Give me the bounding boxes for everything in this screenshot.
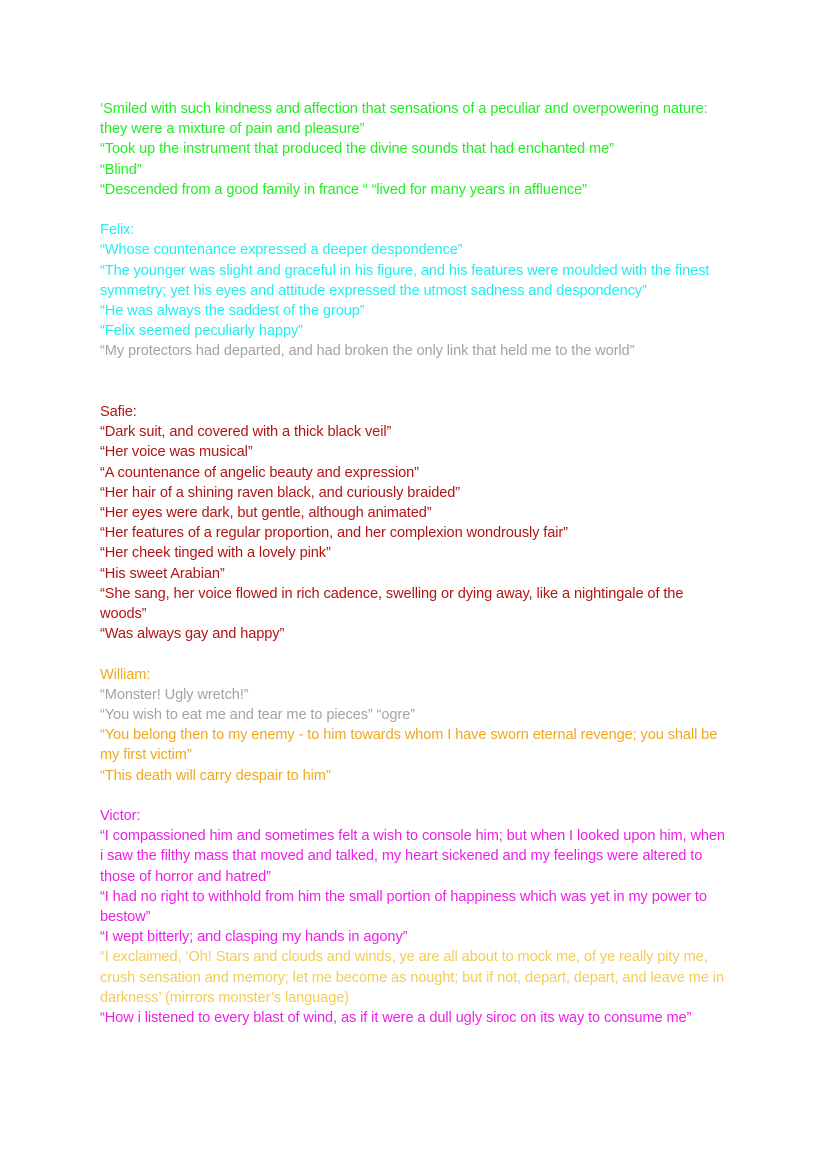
blank-line	[100, 644, 730, 664]
blank-line	[100, 382, 730, 402]
quote-line: “I compassioned him and sometimes felt a wish to console him; but when I looked upon him, when i saw the filthy mass that moved and talked, my heart sickened and my feelings were altered to those of horror and hatred”	[100, 828, 725, 885]
quote-line: “Her cheek tinged with a lovely pink”	[100, 545, 331, 562]
quote-line: “Was always gay and happy”	[100, 626, 285, 643]
quote-line: “Blind”	[100, 161, 142, 178]
felix-section	[100, 220, 730, 361]
quote-line: “This death will carry despair to him”	[100, 767, 331, 784]
quote-line: “Her hair of a shining raven black, and curiously braided”	[100, 484, 461, 501]
quote-line: “I had no right to withhold from him the small portion of happiness which was yet in my power to bestow”	[100, 888, 707, 926]
quote-line-grey: “You wish to eat me and tear me to pieces” “ogre”	[100, 707, 415, 724]
quote-line: “Took up the instrument that produced the divine sounds that had enchanted me”	[100, 141, 614, 158]
section-heading-william: William:	[100, 666, 151, 683]
document-page	[100, 99, 730, 1028]
safie-section	[100, 402, 730, 644]
quote-line: “Descended from a good family in france “ “lived for many years in affluence”	[100, 181, 587, 198]
quote-line: “Her eyes were dark, but gentle, although animated”	[100, 505, 432, 522]
quote-line: “How i listened to every blast of wind, as if it were a dull ugly siroc on its way to consume me”	[100, 1010, 692, 1027]
quote-line: “Her features of a regular proportion, and her complexion wondrously fair”	[100, 525, 568, 542]
victor-section	[100, 806, 730, 1028]
quote-line: “A countenance of angelic beauty and expression”	[100, 464, 419, 481]
quote-line: “I wept bitterly; and clasping my hands in agony”	[100, 929, 408, 946]
quote-line: “You belong then to my enemy - to him towards whom I have sworn eternal revenge; you shall be my first victim”	[100, 727, 718, 764]
quote-line: “He was always the saddest of the group”	[100, 303, 365, 320]
quote-line-grey: “Monster! Ugly wretch!”	[100, 686, 249, 703]
quote-line: “His sweet Arabian”	[100, 565, 225, 582]
blank-line	[100, 362, 730, 382]
intro-quotes-section	[100, 99, 730, 200]
blank-line	[100, 786, 730, 806]
quote-line-mirror: “I exclaimed, ‘Oh! Stars and clouds and winds, ye are all about to mock me, of ye really pity me, crush sensation and memory; let me become as nought; but if not, depart, depart, and leave me in darkness’ (mirrors monster’s language)	[100, 949, 724, 1006]
quote-line-grey: “My protectors had departed, and had broken the only link that held me to the world”	[100, 343, 635, 360]
quote-line: “The younger was slight and graceful in his figure, and his features were moulded with the finest symmetry; yet his eyes and attitude expressed the utmost sadness and despondency”	[100, 262, 710, 299]
quote-line: “Her voice was musical”	[100, 444, 253, 461]
section-heading-felix: Felix:	[100, 222, 135, 239]
quote-line: “Whose countenance expressed a deeper despondence”	[100, 242, 463, 259]
quote-line: “Felix seemed peculiarly happy”	[100, 323, 303, 340]
blank-line	[100, 200, 730, 220]
quote-line: “Dark suit, and covered with a thick black veil”	[100, 424, 392, 441]
quote-line: “She sang, her voice flowed in rich cadence, swelling or dying away, like a nightingale of the woods”	[100, 585, 684, 623]
quote-line: ‘Smiled with such kindness and affection that sensations of a peculiar and overpowering nature: they were a mixture of pain and pleasure”	[100, 101, 708, 138]
section-heading-safie: Safie:	[100, 404, 137, 420]
william-section	[100, 665, 730, 786]
section-heading-victor: Victor:	[100, 808, 141, 825]
